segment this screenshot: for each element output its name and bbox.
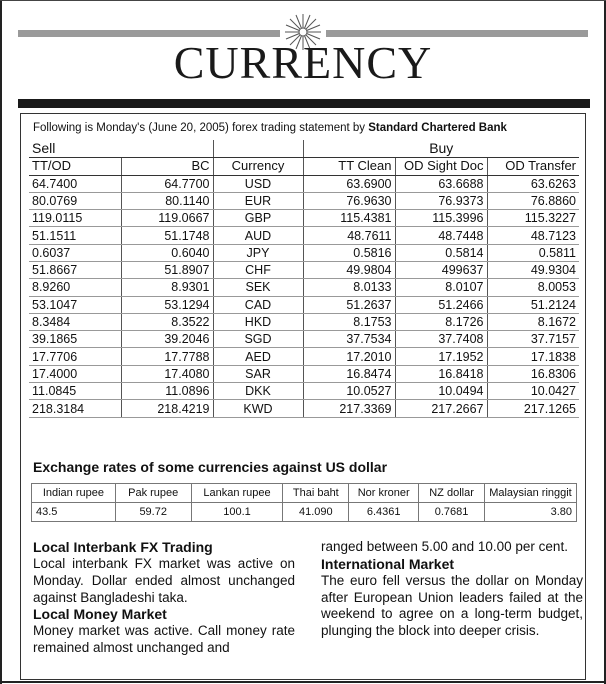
usd-rates-table <box>31 483 577 522</box>
cell-tt-clean: 8.1753 <box>303 313 395 330</box>
cell-currency: HKD <box>213 313 303 330</box>
cell-tt-od: 8.3484 <box>29 313 121 330</box>
international-body: The euro fell versus the dollar on Monday after European Union leaders failed at the weekend to agree on a long-term budget, plunging the block into deeper crisis. <box>321 572 583 639</box>
forex-row <box>29 279 579 296</box>
cell-tt-od: 119.0115 <box>29 210 121 227</box>
cell-tt-clean: 48.7611 <box>303 227 395 244</box>
cell-od-transfer: 37.7157 <box>487 331 579 348</box>
usd-value-nz-dollar: 0.7681 <box>419 503 485 522</box>
cell-bc: 64.7700 <box>121 175 213 192</box>
money-market-body-part1: Money market was active. Call money rate remained almost unchanged and <box>33 623 295 656</box>
cell-tt-clean: 8.0133 <box>303 279 395 296</box>
forex-row <box>29 210 579 227</box>
usd-header-nor-kroner: Nor kroner <box>349 484 419 503</box>
cell-tt-clean: 10.0527 <box>303 383 395 400</box>
cell-od-sight-doc: 76.9373 <box>395 192 487 209</box>
usd-header-thai-baht: Thai baht <box>283 484 349 503</box>
intro-line <box>33 122 507 134</box>
cell-bc: 119.0667 <box>121 210 213 227</box>
col-header-tt-clean: TT Clean <box>303 157 395 175</box>
masthead-title: CURRENCY <box>173 37 433 88</box>
usd-value-indian-rupee: 43.5 <box>32 503 116 522</box>
cell-bc: 39.2046 <box>121 331 213 348</box>
cell-bc: 218.4219 <box>121 400 213 417</box>
forex-row <box>29 400 579 417</box>
international-heading: International Market <box>321 555 455 572</box>
cell-od-transfer: 76.8860 <box>487 192 579 209</box>
cell-tt-clean: 76.9630 <box>303 192 395 209</box>
cell-bc: 11.0896 <box>121 383 213 400</box>
cell-currency: GBP <box>213 210 303 227</box>
forex-row <box>29 383 579 400</box>
forex-row <box>29 313 579 330</box>
col-header-currency: Currency <box>213 157 303 175</box>
cell-bc: 80.1140 <box>121 192 213 209</box>
usd-value-nor-kroner: 6.4361 <box>349 503 419 522</box>
intro-text: Following is Monday's (June 20, 2005) forex trading statement by <box>33 122 369 134</box>
col-header-tt-od: TT/OD <box>29 157 121 175</box>
cell-od-transfer: 63.6263 <box>487 175 579 192</box>
cell-od-sight-doc: 63.6688 <box>395 175 487 192</box>
bottom-rule <box>0 681 606 683</box>
cell-od-transfer: 8.0053 <box>487 279 579 296</box>
cell-currency: EUR <box>213 192 303 209</box>
forex-row <box>29 261 579 278</box>
cell-tt-od: 64.7400 <box>29 175 121 192</box>
col-header-od-transfer: OD Transfer <box>487 157 579 175</box>
cell-tt-od: 51.8667 <box>29 261 121 278</box>
interbank-body: Local interbank FX market was active on Monday. Dollar ended almost unchanged against Bangladeshi taka. <box>33 556 295 605</box>
forex-row <box>29 244 579 261</box>
cell-currency: AED <box>213 348 303 365</box>
cell-tt-clean: 16.8474 <box>303 365 395 382</box>
cell-od-sight-doc: 8.0107 <box>395 279 487 296</box>
cell-od-sight-doc: 16.8418 <box>395 365 487 382</box>
col-header-bc: BC <box>121 157 213 175</box>
usd-rates-title: Exchange rates of some currencies against US dollar <box>33 459 388 475</box>
forex-row <box>29 331 579 348</box>
bank-name: Standard Chartered Bank <box>368 122 507 134</box>
cell-bc: 51.1748 <box>121 227 213 244</box>
cell-bc: 0.6040 <box>121 244 213 261</box>
cell-od-sight-doc: 217.2667 <box>395 400 487 417</box>
cell-tt-od: 8.9260 <box>29 279 121 296</box>
cell-od-sight-doc: 37.7408 <box>395 331 487 348</box>
cell-currency: KWD <box>213 400 303 417</box>
currency-box <box>20 113 586 680</box>
cell-tt-od: 0.6037 <box>29 244 121 261</box>
cell-bc: 8.9301 <box>121 279 213 296</box>
usd-header-indian-rupee: Indian rupee <box>32 484 116 503</box>
article-column-left <box>33 539 295 657</box>
cell-od-transfer: 49.9304 <box>487 261 579 278</box>
forex-row <box>29 296 579 313</box>
cell-tt-clean: 63.6900 <box>303 175 395 192</box>
group-sell: Sell <box>29 140 213 157</box>
cell-tt-od: 218.3184 <box>29 400 121 417</box>
cell-od-sight-doc: 10.0494 <box>395 383 487 400</box>
cell-od-transfer: 115.3227 <box>487 210 579 227</box>
cell-currency: AUD <box>213 227 303 244</box>
usd-rates-value-row <box>32 503 577 522</box>
cell-tt-od: 11.0845 <box>29 383 121 400</box>
usd-header-nz-dollar: NZ dollar <box>419 484 485 503</box>
cell-currency: DKK <box>213 383 303 400</box>
forex-group-row <box>29 140 579 157</box>
cell-od-transfer: 16.8306 <box>487 365 579 382</box>
cell-od-sight-doc: 115.3996 <box>395 210 487 227</box>
cell-bc: 51.8907 <box>121 261 213 278</box>
usd-value-thai-baht: 41.090 <box>283 503 349 522</box>
col-header-od-sight-doc: OD Sight Doc <box>395 157 487 175</box>
cell-od-transfer: 8.1672 <box>487 313 579 330</box>
cell-od-transfer: 51.2124 <box>487 296 579 313</box>
cell-tt-clean: 49.9804 <box>303 261 395 278</box>
cell-tt-clean: 37.7534 <box>303 331 395 348</box>
cell-od-sight-doc: 17.1952 <box>395 348 487 365</box>
cell-tt-clean: 51.2637 <box>303 296 395 313</box>
forex-header-row <box>29 157 579 175</box>
cell-od-sight-doc: 8.1726 <box>395 313 487 330</box>
cell-od-sight-doc: 0.5814 <box>395 244 487 261</box>
cell-od-transfer: 17.1838 <box>487 348 579 365</box>
interbank-heading: Local Interbank FX Trading <box>33 539 213 555</box>
money-market-heading: Local Money Market <box>33 606 167 623</box>
masthead-bar-right <box>326 30 588 37</box>
usd-header-malaysian-ringgit: Malaysian ringgit <box>484 484 576 503</box>
forex-row <box>29 348 579 365</box>
masthead-bar-left <box>18 30 280 37</box>
cell-od-sight-doc: 499637 <box>395 261 487 278</box>
cell-bc: 53.1294 <box>121 296 213 313</box>
cell-bc: 8.3522 <box>121 313 213 330</box>
usd-header-lankan-rupee: Lankan rupee <box>191 484 283 503</box>
article-column-right <box>321 539 583 640</box>
cell-od-sight-doc: 48.7448 <box>395 227 487 244</box>
cell-currency: SAR <box>213 365 303 382</box>
cell-od-transfer: 10.0427 <box>487 383 579 400</box>
cell-tt-clean: 217.3369 <box>303 400 395 417</box>
cell-tt-od: 53.1047 <box>29 296 121 313</box>
cell-tt-clean: 17.2010 <box>303 348 395 365</box>
cell-od-sight-doc: 51.2466 <box>395 296 487 313</box>
money-market-body-part2: ranged between 5.00 and 10.00 per cent. <box>321 539 568 554</box>
forex-row <box>29 175 579 192</box>
cell-tt-od: 17.7706 <box>29 348 121 365</box>
cell-bc: 17.4080 <box>121 365 213 382</box>
cell-od-transfer: 48.7123 <box>487 227 579 244</box>
cell-tt-clean: 115.4381 <box>303 210 395 227</box>
usd-value-lankan-rupee: 100.1 <box>191 503 283 522</box>
masthead-underline <box>18 99 590 108</box>
cell-tt-od: 80.0769 <box>29 192 121 209</box>
cell-tt-od: 51.1511 <box>29 227 121 244</box>
group-spacer <box>213 140 303 157</box>
group-buy: Buy <box>303 140 579 157</box>
cell-tt-clean: 0.5816 <box>303 244 395 261</box>
top-rule <box>0 0 606 1</box>
cell-currency: CHF <box>213 261 303 278</box>
forex-row <box>29 365 579 382</box>
usd-value-pak-rupee: 59.72 <box>115 503 191 522</box>
usd-header-pak-rupee: Pak rupee <box>115 484 191 503</box>
cell-tt-od: 17.4000 <box>29 365 121 382</box>
usd-value-malaysian-ringgit: 3.80 <box>484 503 576 522</box>
cell-tt-od: 39.1865 <box>29 331 121 348</box>
cell-od-transfer: 0.5811 <box>487 244 579 261</box>
cell-currency: SEK <box>213 279 303 296</box>
forex-table <box>29 140 579 418</box>
cell-bc: 17.7788 <box>121 348 213 365</box>
cell-currency: USD <box>213 175 303 192</box>
cell-currency: CAD <box>213 296 303 313</box>
cell-currency: JPY <box>213 244 303 261</box>
cell-od-transfer: 217.1265 <box>487 400 579 417</box>
forex-row <box>29 192 579 209</box>
forex-row <box>29 227 579 244</box>
usd-rates-header-row <box>32 484 577 503</box>
cell-currency: SGD <box>213 331 303 348</box>
